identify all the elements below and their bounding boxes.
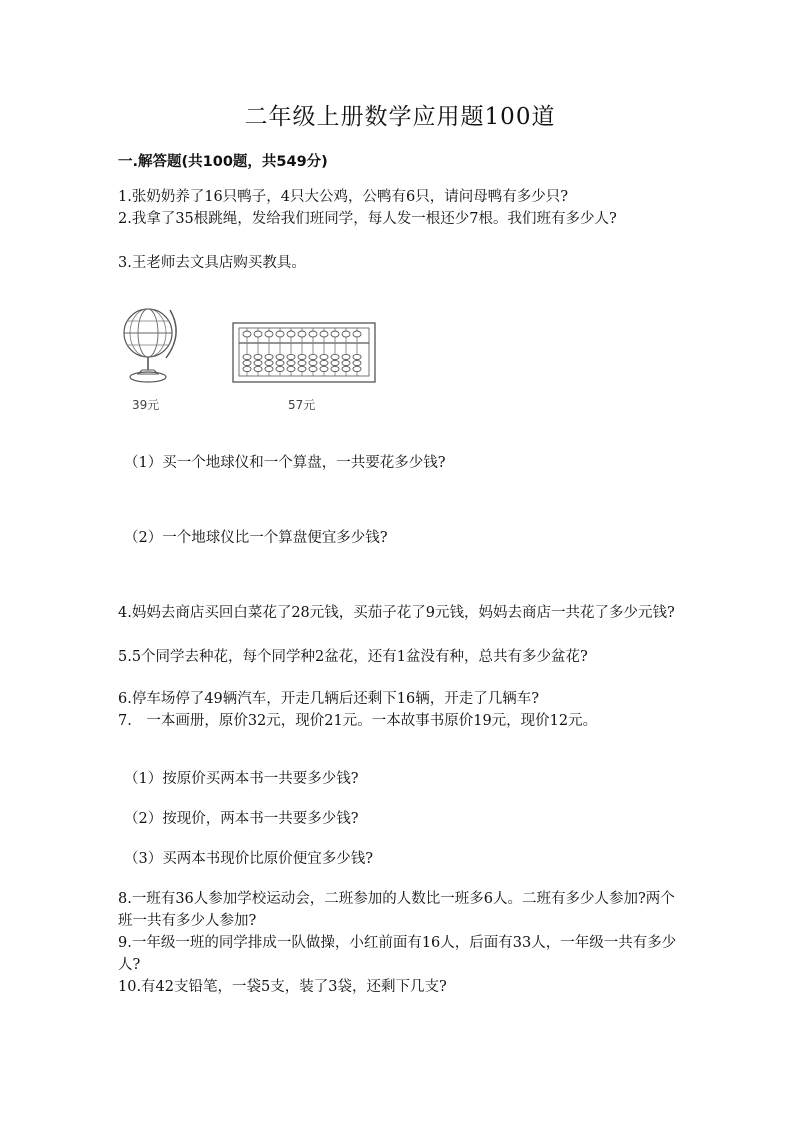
- globe-illustration: [118, 300, 188, 388]
- question-8: 8.一班有36人参加学校运动会，二班参加的人数比一班多6人。二班有多少人参加?两个班一共有多少人参加?: [118, 891, 675, 929]
- question-3: 3.王老师去文具店购买教具。: [118, 255, 306, 271]
- section-heading: 一.解答题(共100题，共549分): [118, 154, 328, 170]
- abacus-price: 57元: [288, 398, 316, 412]
- question-9: 9.一年级一班的同学排成一队做操，小红前面有16人，后面有33人，一年级一共有多少人?: [118, 935, 677, 973]
- abacus-illustration: [232, 322, 377, 384]
- question-7: 7. 一本画册，原价32元，现价21元。一本故事书原价19元，现价12元。: [118, 713, 598, 729]
- question-10: 10.有42支铅笔，一袋5支，装了3袋，还剩下几支?: [118, 979, 447, 995]
- question-4: 4.妈妈去商店买回白菜花了28元钱，买茄子花了9元钱，妈妈去商店一共花了多少元钱?: [118, 605, 675, 621]
- question-6: 6.停车场停了49辆汽车，开走几辆后还剩下16辆，开走了几辆车?: [118, 691, 540, 707]
- question-3-part-2: （2）一个地球仪比一个算盘便宜多少钱?: [124, 530, 388, 546]
- question-1: 1.张奶奶养了16只鸭子，4只大公鸡，公鸭有6只，请问母鸭有多少只?: [118, 189, 569, 205]
- question-2: 2.我拿了35根跳绳，发给我们班同学，每人发一根还少7根。我们班有多少人?: [118, 211, 617, 227]
- question-5: 5.5个同学去种花，每个同学种2盆花，还有1盆没有种，总共有多少盆花?: [118, 649, 588, 665]
- question-7-part-1: （1）按原价买两本书一共要多少钱?: [124, 771, 359, 787]
- globe-price: 39元: [132, 398, 160, 412]
- question-7-part-2: （2）按现价，两本书一共要多少钱?: [124, 811, 359, 827]
- question-7-part-3: （3）买两本书现价比原价便宜多少钱?: [124, 851, 373, 867]
- page-title: 二年级上册数学应用题100道: [244, 104, 556, 130]
- question-3-part-1: （1）买一个地球仪和一个算盘，一共要花多少钱?: [124, 455, 446, 471]
